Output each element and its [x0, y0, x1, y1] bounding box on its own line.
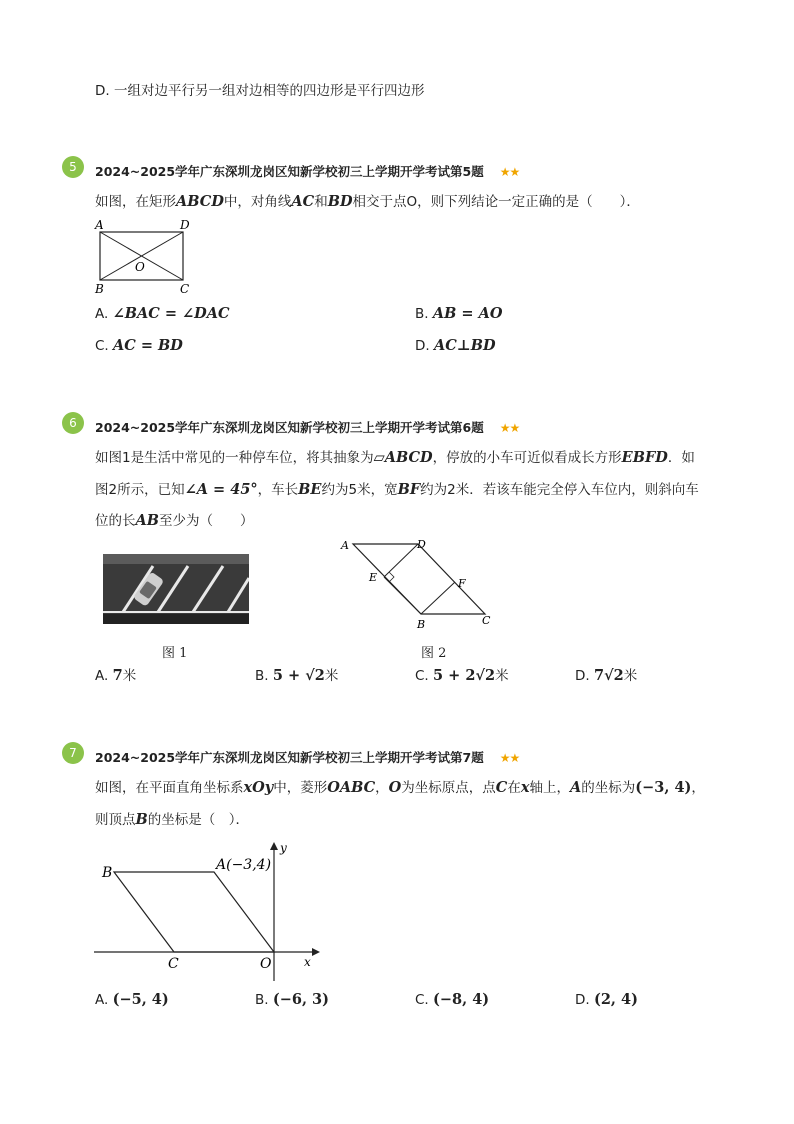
label-d: D [180, 218, 190, 232]
label-f: F [458, 577, 466, 590]
segment-fb [421, 582, 455, 614]
label-o: O [260, 956, 272, 972]
question-stem: 如图，在矩形ABCD中，对角线AC和BD相交于点O，则下列结论一定正确的是（ ）． [95, 193, 640, 210]
label-c: C [168, 956, 179, 972]
label-b: B [102, 865, 113, 881]
label-a: A [341, 539, 349, 552]
label-b: B [417, 618, 426, 631]
difficulty-stars: ★★ [499, 751, 520, 765]
x-axis-arrow [312, 948, 320, 956]
option-c[interactable]: C. 5 + 2√2米 [415, 667, 509, 684]
question-title [95, 162, 519, 180]
option-a[interactable]: A. ∠BAC = ∠DAC [95, 305, 230, 322]
question-source: 2024~2025学年广东深圳龙岗区知新学校初三上学期开学考试第7题 [95, 750, 484, 765]
difficulty-stars: ★★ [499, 165, 520, 179]
option-b[interactable]: B. AB = AO [415, 305, 503, 322]
question-stem-line-1: 如图，在平面直角坐标系xOy中，菱形OABC，O为坐标原点，点C在x轴上，A的坐标为(−3, 4)， [95, 779, 705, 796]
option-b[interactable]: B. 5 + √2米 [255, 667, 339, 684]
label-e: E [369, 571, 378, 584]
segment-eb [384, 577, 421, 614]
question-stem-line-2: 则顶点B的坐标是（ ）． [95, 811, 250, 828]
coordinate-figure [90, 838, 330, 983]
question-number-badge: 6 [62, 412, 84, 434]
label-c: C [180, 282, 190, 296]
figure-1-caption: 图 1 [162, 646, 188, 661]
question-stem-line-1: 如图1是生活中常见的一种停车位，将其抽象为▱ABCD，停放的小车可近似看成长方形EBFD．如 [95, 449, 695, 466]
question-title [95, 748, 519, 766]
option-c[interactable]: C. AC = BD [95, 337, 183, 354]
option-b[interactable]: B. (−6, 3) [255, 991, 330, 1008]
difficulty-stars: ★★ [499, 421, 520, 435]
question-stem-line-3: 位的长AB至少为（ ） [95, 512, 254, 529]
option-a[interactable]: A. 7米 [95, 667, 137, 684]
option-d[interactable]: D. (2, 4) [575, 991, 638, 1008]
label-d: D [417, 538, 426, 551]
rectangle-figure [90, 215, 200, 297]
question-source: 2024~2025学年广东深圳龙岗区知新学校初三上学期开学考试第5题 [95, 164, 484, 179]
parking-photo [103, 554, 249, 624]
right-angle-mark [389, 572, 394, 582]
y-axis-arrow [270, 842, 278, 850]
question-stem-line-2: 图2所示，已知∠A = 45°，车长BE约为5米，宽BF约为2米．若该车能完全停入车位内，则斜向车 [95, 481, 699, 498]
option-c[interactable]: C. (−8, 4) [415, 991, 490, 1008]
question-source: 2024~2025学年广东深圳龙岗区知新学校初三上学期开学考试第6题 [95, 420, 484, 435]
label-x: x [304, 955, 311, 969]
question-title [95, 418, 519, 436]
option-a[interactable]: A. (−5, 4) [95, 991, 169, 1008]
question-number-badge: 7 [62, 742, 84, 764]
parking-diagram [335, 530, 505, 635]
option-d[interactable]: D. AC⊥BD [415, 337, 496, 354]
option-d[interactable]: D. 7√2米 [575, 667, 638, 684]
label-c: C [482, 614, 491, 627]
question-number-badge: 5 [62, 156, 84, 178]
label-a: A [95, 218, 104, 232]
rhombus-oabc [114, 872, 274, 952]
label-y: y [280, 841, 287, 855]
figure-2-caption: 图 2 [421, 646, 447, 661]
prev-option-d: D. 一组对边平行另一组对边相等的四边形是平行四边形 [95, 83, 425, 99]
label-o: O [135, 260, 145, 274]
label-a: A(−3,4) [216, 857, 272, 873]
label-b: B [95, 282, 104, 296]
